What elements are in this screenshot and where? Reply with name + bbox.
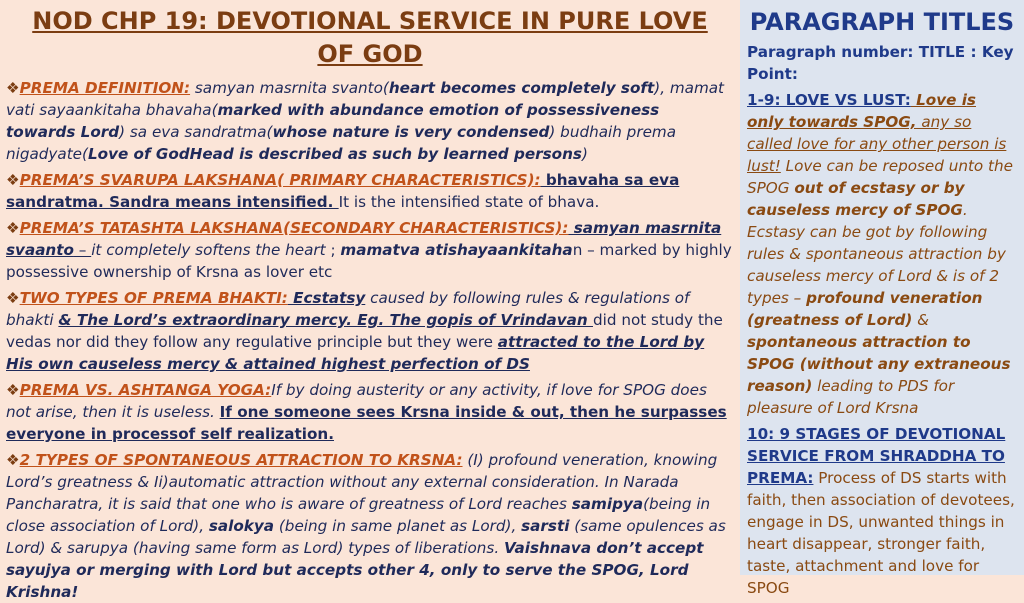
text-run: ), mamat vati sayaankitaha bhavaha( [6, 79, 725, 119]
text-run: & [912, 311, 930, 329]
slide-title: NOD CHP 19: DEVOTIONAL SERVICE IN PURE LOVE OF GOD [32, 7, 708, 68]
text-run: If by doing austerity or any activity, if love for SPOG does not arise, then it is useless. [6, 381, 707, 421]
diamond-bullet-icon: ❖ [6, 451, 20, 469]
text-run: Vaishnava don’t accept sayujya or merging with Lord but accepts other 4, only to serve the SPOG, Lord Krishna! [6, 539, 704, 601]
text-run: & The Lord’s extraordinary mercy. Eg. The gopis of Vrindavan [58, 311, 593, 329]
text-run: ) [581, 145, 588, 163]
text-run: sarsti [521, 517, 570, 535]
entry-heading: 10: 9 STAGES OF DEVOTIONAL SERVICE FROM SHRADDHA TO PREMA: [747, 425, 1006, 487]
text-run: It is the intensified state of bhava. [338, 193, 600, 211]
text-run: heart becomes completely soft [388, 79, 655, 97]
text-run: (I) profound veneration, knowing Lord’s greatness & Ii)automatic attraction without any external consideration. In Narada Pancharatra, it is said that one who is aware of greatness of Lord reaches [6, 451, 718, 513]
text-run: any so called love for any other person is lust! [747, 113, 1007, 175]
text-run: samyan masrnita svaanto [6, 219, 722, 259]
paragraph-heading: PREMA VS. ASHTANGA YOGA: [19, 381, 272, 399]
text-run: Love is only towards SPOG, [747, 91, 976, 131]
paragraph-heading: TWO TYPES OF PREMA BHAKTI: [19, 289, 288, 307]
paragraph-titles-panel [740, 0, 1024, 597]
panel-title: PARAGRAPH TITLES [749, 8, 1015, 36]
diamond-bullet-icon: ❖ [6, 219, 20, 237]
text-run: Ecstatsy [287, 289, 366, 307]
text-run: n – marked by highly possessive ownership of Krsna as lover etc [6, 241, 732, 281]
diamond-bullet-icon: ❖ [6, 381, 20, 399]
title-entry-nine-stages [747, 423, 1016, 599]
paragraph-heading: PREMA’S SVARUPA LAKSHANA( PRIMARY CHARACTERISTICS): [19, 171, 541, 189]
paragraph-prema-vs-ashtanga-yoga [6, 379, 732, 445]
text-run: out of ecstasy or by causeless mercy of SPOG [747, 179, 965, 219]
paragraph-spontaneous-attraction [6, 449, 732, 603]
paragraph-tatashta-lakshana [6, 217, 732, 283]
paragraph-prema-definition [6, 77, 732, 165]
text-run: If one someone sees Krsna inside & out, then he surpasses everyone in processof self realization. [6, 403, 727, 443]
text-run: samyan masrnita svanto( [190, 79, 389, 97]
paragraph-two-types-prema-bhakti [6, 287, 732, 375]
text-run: Love can be reposed unto the SPOG [747, 157, 1013, 197]
text-run: mamatva atishayaankitaha [340, 241, 573, 259]
text-run: Process of DS starts with faith, then association of devotees, engage in DS, unwanted things in heart disappear, stronger faith, taste, attachment and love for SPOG [747, 469, 1015, 597]
text-run: profound veneration (greatness of Lord) [747, 289, 983, 329]
text-run: spontaneous attraction to SPOG (without any extraneous reason) [747, 333, 1011, 395]
paragraph-heading: 2 TYPES OF SPONTANEOUS ATTRACTION TO KRSNA: [19, 451, 463, 469]
text-run: ; [325, 241, 341, 259]
text-run: bhavaha sa eva sandratma. Sandra means intensified. [6, 171, 680, 211]
text-run: ) sa eva sandratma( [119, 123, 273, 141]
diamond-bullet-icon: ❖ [6, 171, 20, 189]
text-run: attracted to the Lord by His own causeless mercy & attained highest perfection of DS [6, 333, 705, 373]
text-run: whose nature is very condensed [272, 123, 550, 141]
paragraph-heading: PREMA’S TATASHTA LAKSHANA(SECONDARY CHARACTERISTICS): [19, 219, 569, 237]
paragraph-heading: PREMA DEFINITION: [19, 79, 191, 97]
paragraph-svarupa-lakshana [6, 169, 732, 213]
text-run: (being in close association of Lord), [6, 495, 711, 535]
text-run: ) budhaih prema nigadyate( [6, 123, 677, 163]
text-run: . Ecstasy can be got by following rules & spontaneous attraction by causeless mercy of Lord & is of 2 types – [747, 201, 1006, 307]
text-run: caused by following rules & regulations of bhakti [6, 289, 690, 329]
text-run: (being in same planet as Lord), [274, 517, 522, 535]
text-run: samipya [571, 495, 644, 513]
text-run: (same opulences as Lord) & sarupya (having same form as Lord) types of liberations. [6, 517, 726, 557]
text-run: – [73, 241, 92, 259]
text-run: leading to PDS for pleasure of Lord Krsna [747, 377, 955, 417]
text-run: it completely softens the heart [91, 241, 326, 259]
text-run: salokya [208, 517, 275, 535]
entry-heading: 1-9: LOVE VS LUST: [747, 91, 911, 109]
diamond-bullet-icon: ❖ [6, 289, 20, 307]
text-run: Love of GodHead is described as such by learned persons [87, 145, 582, 163]
text-run: did not study the vedas nor did they follow any regulative principle but they were [6, 311, 723, 351]
diamond-bullet-icon: ❖ [6, 79, 20, 97]
title-entry-love-vs-lust [747, 89, 1016, 419]
text-run: marked with abundance emotion of possessiveness towards Lord [6, 101, 660, 141]
key-legend: Paragraph number: TITLE : Key Point: [747, 43, 1014, 83]
